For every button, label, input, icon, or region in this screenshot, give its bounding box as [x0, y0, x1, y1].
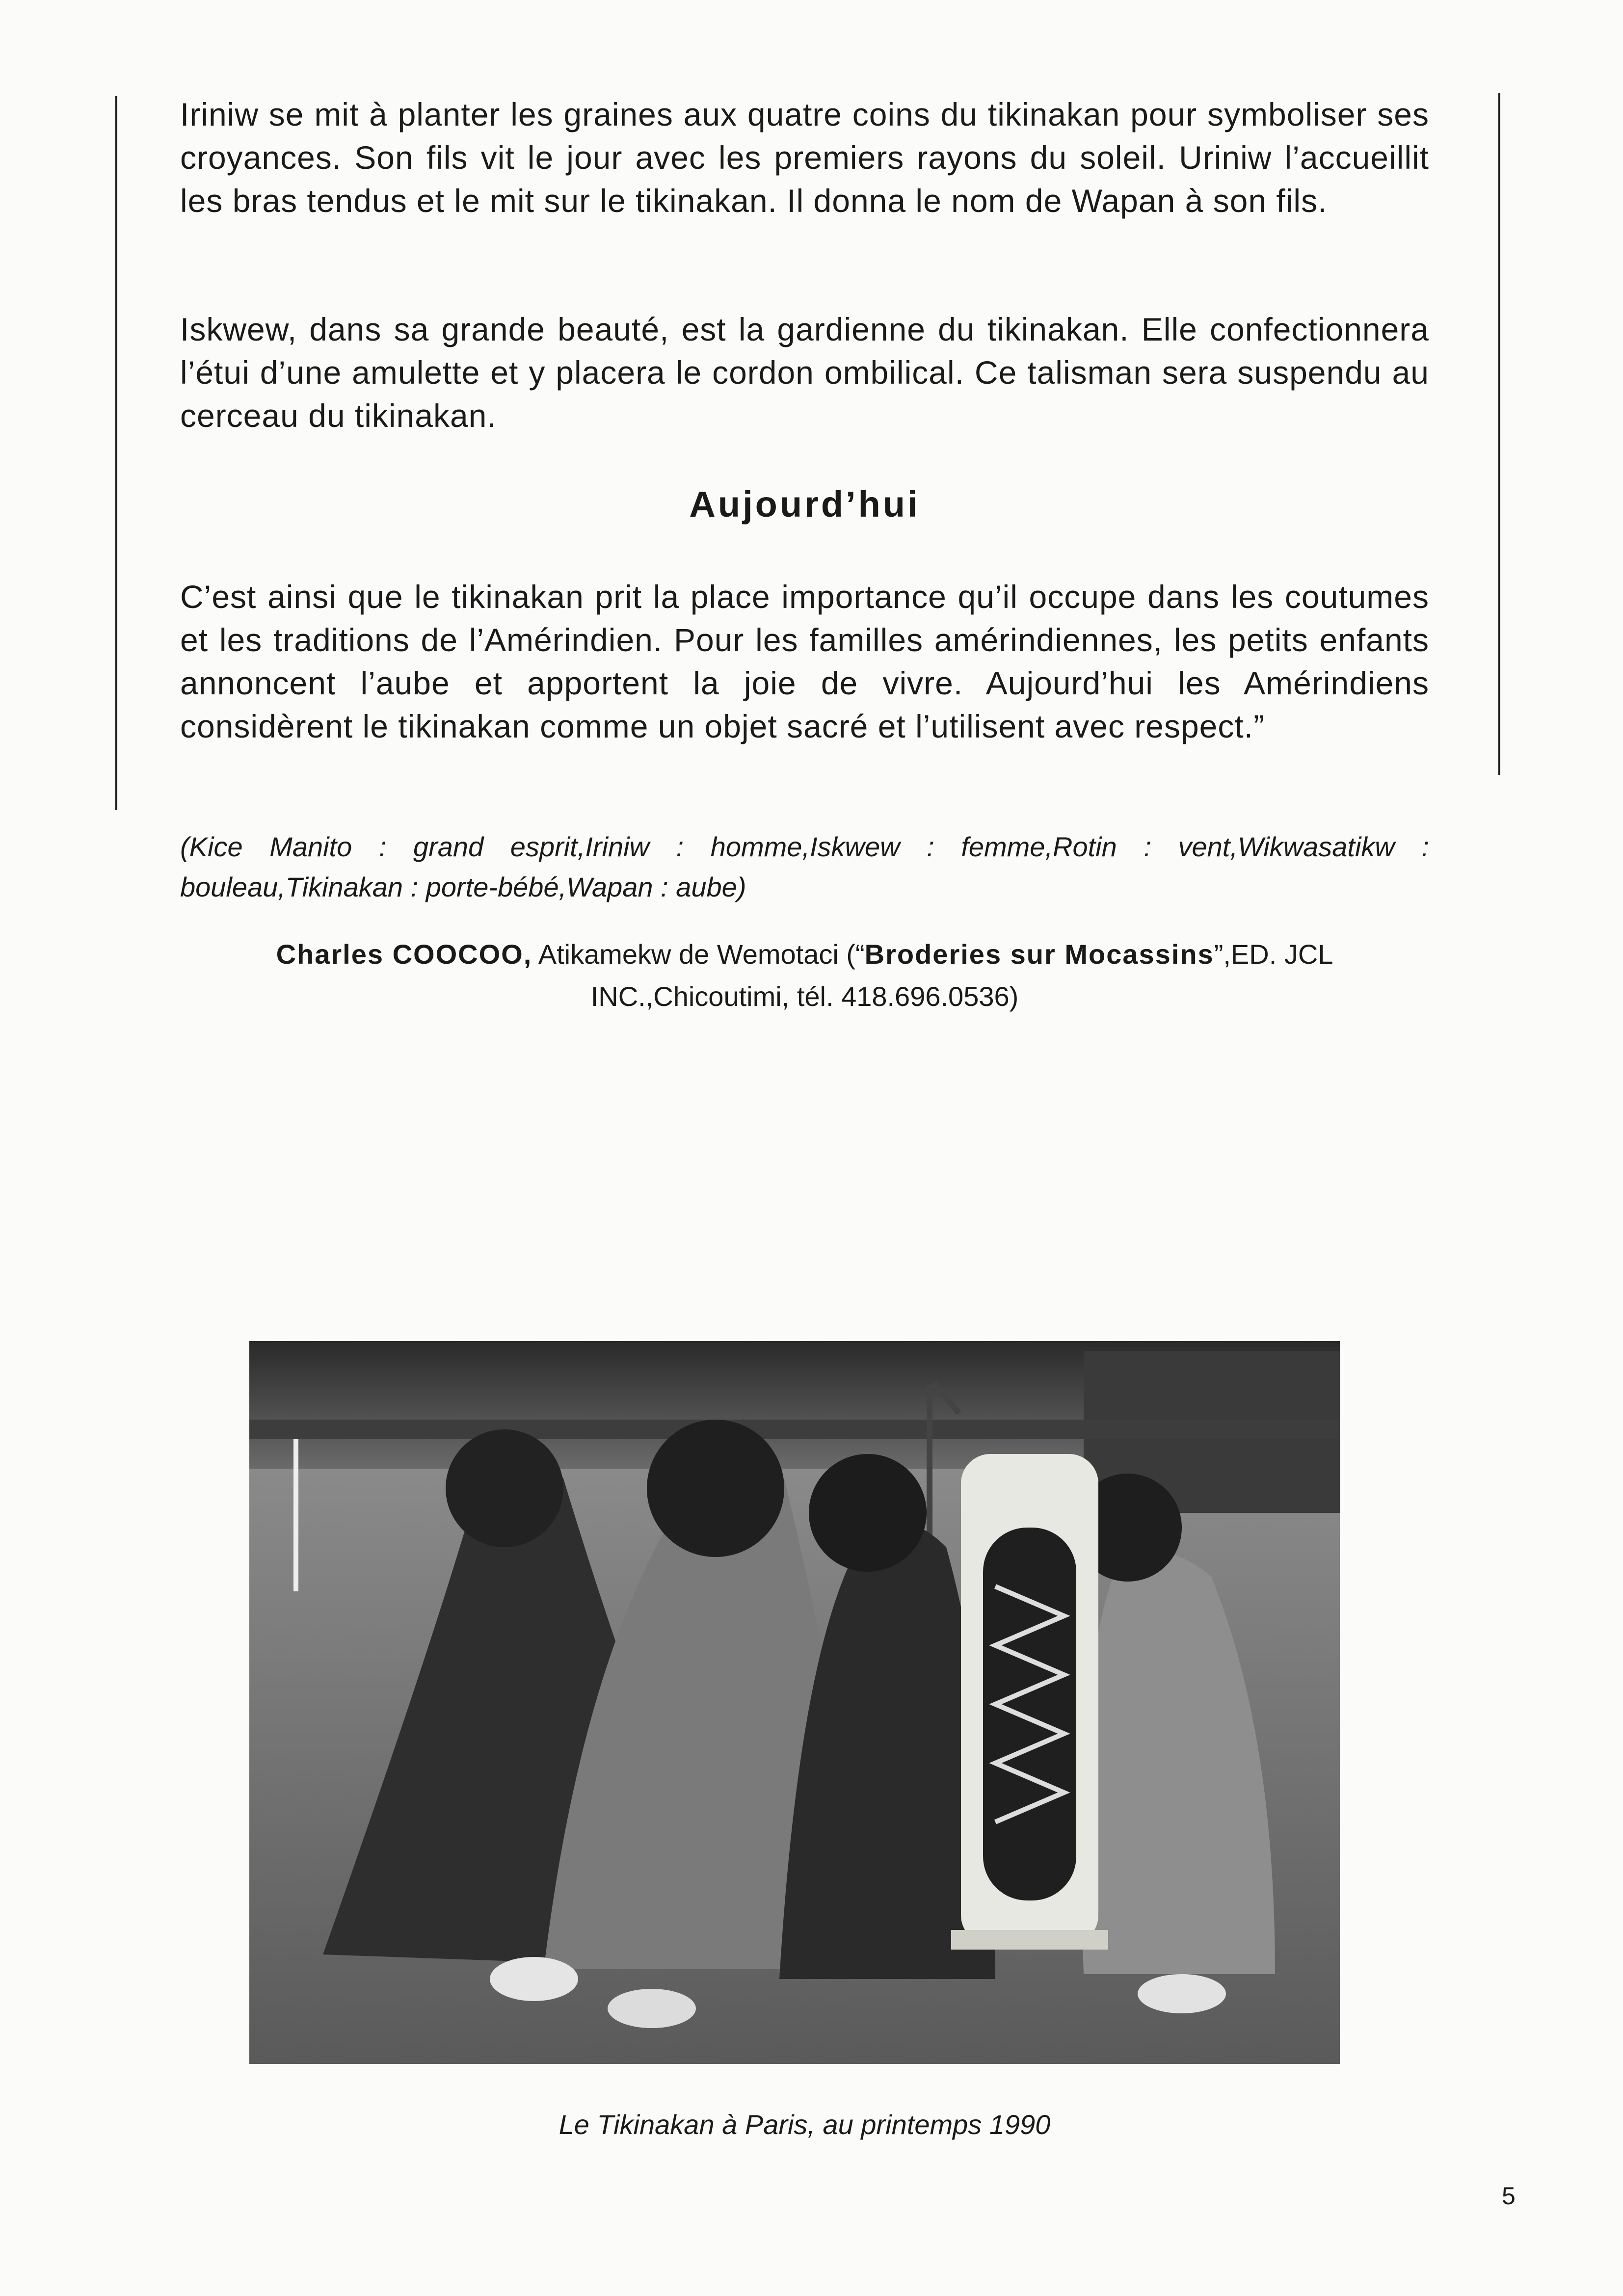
photo-caption: Le Tikinakan à Paris, au printemps 1990 [559, 2109, 1051, 2140]
paragraph-1: Iriniw se mit à planter les graines aux quatre coins du tikinakan pour symboliser ses croyances. Son fils vit le jour avec les premiers rayons du soleil. Uriniw l’accueillit les bras tendus et le mit sur le tikinakan. Il donna le nom de Wapan à son fils. [180, 96, 1429, 219]
credit-publisher: ”,ED. JCL INC.,Chicoutimi, tél. 418.696.0536) [590, 939, 1333, 1012]
right-margin-rule [1498, 93, 1500, 775]
photo-children-with-tikinakan [249, 1341, 1340, 2064]
left-margin-rule [115, 96, 117, 810]
closing-paragraph: C’est ainsi que le tikinakan prit la place importance qu’il occupe dans les coutumes et les traditions de l’Amérindien. Pour les familles amérindiennes, les petits enfants annoncent l’aube et apportent la joie de vivre. Aujourd’hui les Amérindiens considèrent le tikinakan comme un objet sacré et l’utilisent avec respect.” [180, 579, 1429, 744]
credit-affiliation: Atikamekw de Wemotaci (“ [532, 939, 865, 970]
page-number: 5 [1502, 2182, 1516, 2210]
glossary-note: (Kice Manito : grand esprit,Iriniw : homme,Iskwew : femme,Rotin : vent,Wikwasatikw : bouleau,Tikinakan : porte-bébé,Wapan : aube) [180, 831, 1429, 902]
credit-author: Charles COOCOO, [276, 939, 532, 970]
section-heading: Aujourd’hui [689, 484, 920, 525]
credit-book-title: Broderies sur Mocassins [864, 939, 1214, 970]
source-credit [180, 933, 1429, 1018]
paragraph-2: Iskwew, dans sa grande beauté, est la gardienne du tikinakan. Elle confectionnera l’étui d’une amulette et y placera le cordon ombilical. Ce talisman sera suspendu au cerceau du tikinakan. [180, 311, 1429, 434]
